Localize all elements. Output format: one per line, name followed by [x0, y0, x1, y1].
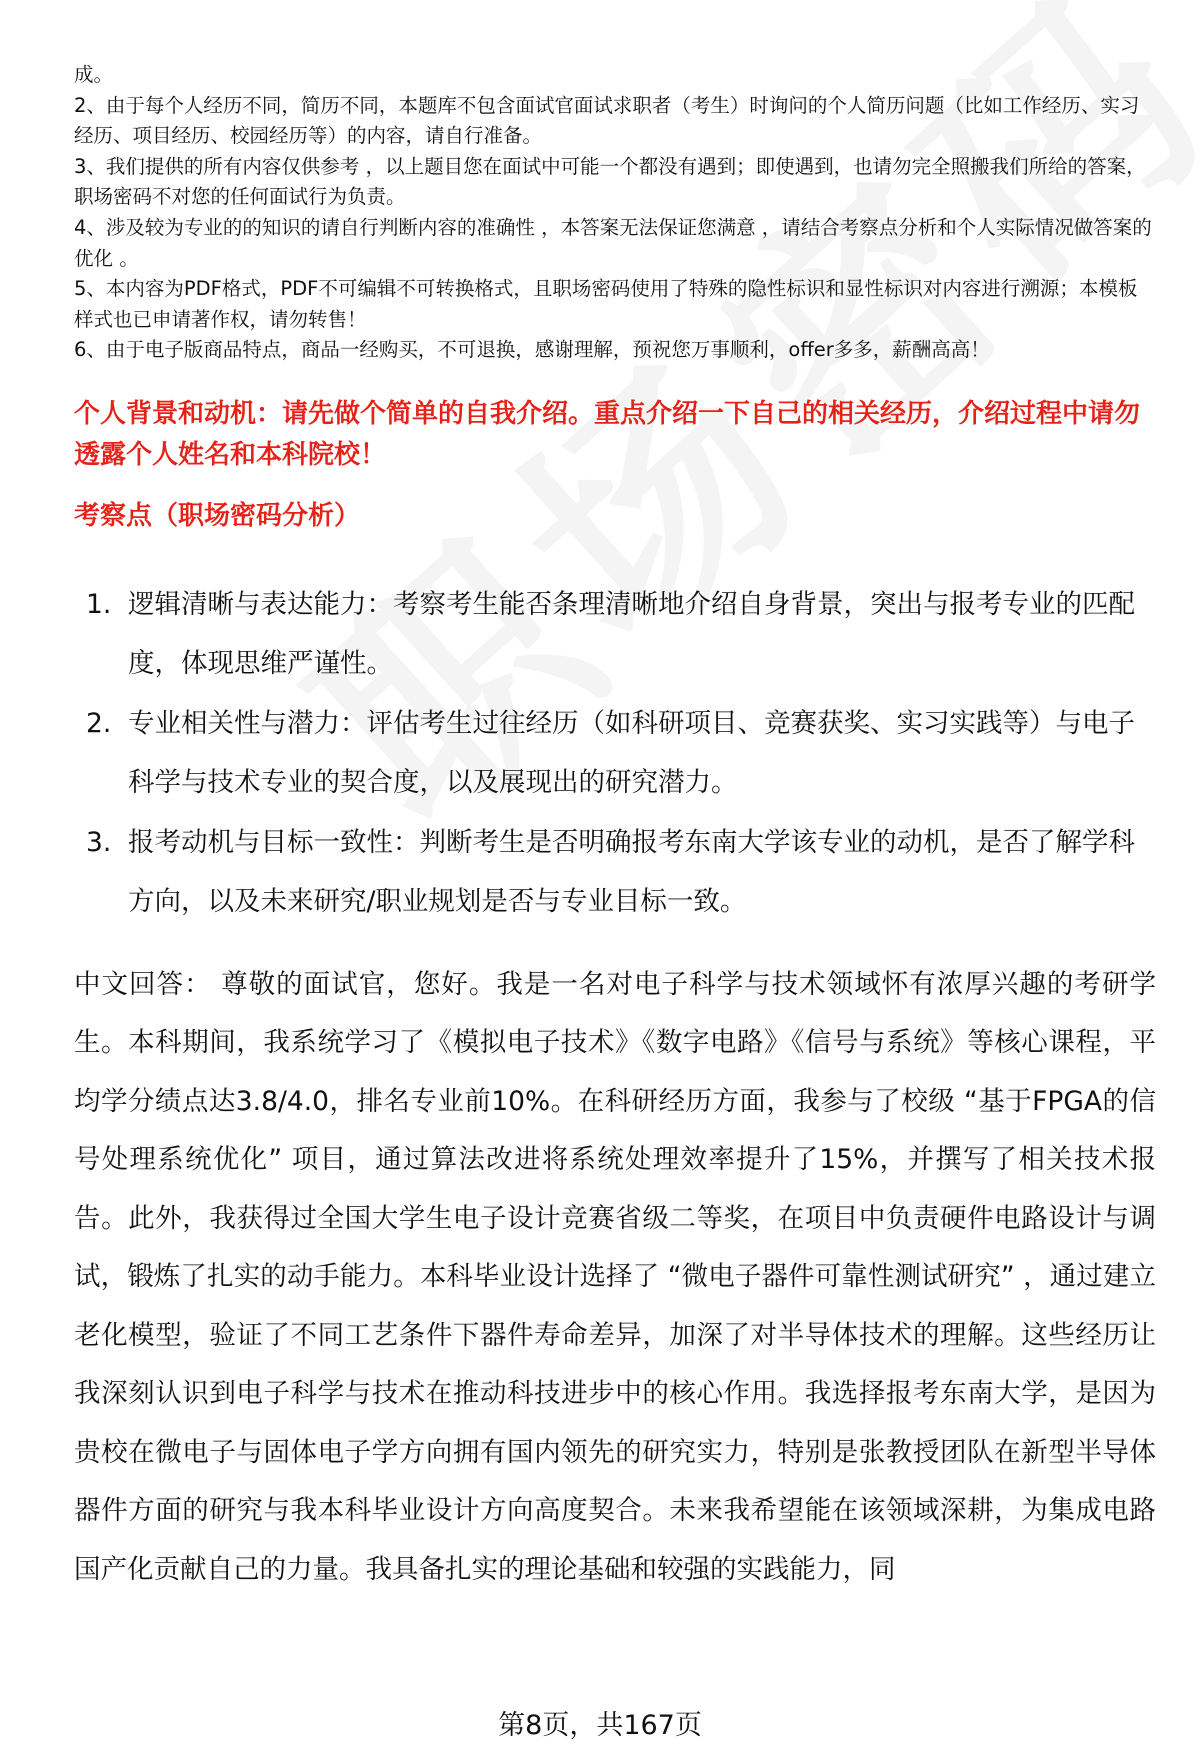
key-points-title: 考察点（职场密码分析）: [74, 500, 361, 531]
note-item: 4、涉及较为专业的的知识的请自行判断内容的准确性 ，本答案无法保证您满意 ，请结合考察点分析和个人实际情况做答案的优化 。: [74, 215, 1152, 270]
answer-paragraph: 中文回答： 尊敬的面试官，您好。我是一名对电子科学与技术领域怀有浓厚兴趣的考研学生。本科期间，我系统学习了《模拟电子技术》《数字电路》《信号与系统》等核心课程，平均学分绩点达3.8/4.0，排名专业前10%。在科研经历方面，我参与了校级 “基于FPGA的信号处理系统优化” 项目，通过算法改进将系统处理效率提升了15%，并撰写了相关技术报告。此外，我获得过全国大学生电子设计竞赛省级二等奖，在项目中负责硬件电路设计与调试，锻炼了扎实的动手能力。本科毕业设计选择了 “微电子器件可靠性测试研究” ，通过建立老化模型，验证了不同工艺条件下器件寿命差异，加深了对半导体技术的理解。这些经历让我深刻认识到电子科学与技术在推动科技进步中的核心作用。我选择报考东南大学，是因为贵校在微电子与固体电子学方向拥有国内领先的研究实力，特别是张教授团队在新型半导体器件方面的研究与我本科毕业设计方向高度契合。未来我希望能在该领域深耕，为集成电路国产化贡献自己的力量。我具备扎实的理论基础和较强的实践能力，同: [74, 968, 1156, 1585]
key-point-text: 报考动机与目标一致性：判断考生是否明确报考东南大学该专业的动机，是否了解学科方向，以及未来研究/职业规划是否与专业目标一致。: [128, 826, 1135, 918]
page-number: 第8页，共167页: [498, 1710, 702, 1741]
note-item: 3、我们提供的所有内容仅供参考 ，以上题目您在面试中可能一个都没有遇到；即使遇到，也请勿完全照搬我们所给的答案，职场密码不对您的任何面试行为负责。: [74, 154, 1146, 209]
document-page: [74, 60, 1156, 1626]
key-point-number: 1.: [86, 588, 112, 620]
note-item: 6、由于电子版商品特点，商品一经购买，不可退换，感谢理解，预祝您万事顺利，offer多多，薪酬高高！: [74, 338, 990, 362]
key-point-text: 专业相关性与潜力：评估考生过往经历（如科研项目、竞赛获奖、实习实践等）与电子科学与技术专业的契合度，以及展现出的研究潜力。: [128, 707, 1135, 799]
notes-list: [74, 60, 1156, 366]
key-point-item: [86, 813, 1156, 932]
note-item: 5、本内容为PDF格式，PDF不可编辑不可转换格式，且职场密码使用了特殊的隐性标识和显性标识对内容进行溯源；本模板样式也已申请著作权，请勿转售！: [74, 277, 1138, 331]
key-point-number: 3.: [86, 826, 112, 858]
question-title: 个人背景和动机：请先做个简单的自我介绍。重点介绍一下自己的相关经历，介绍过程中请勿透露个人姓名和本科院校！: [74, 398, 1141, 470]
note-item: 2、由于每个人经历不同，简历不同，本题库不包含面试官面试求职者（考生）时询问的个人简历问题（比如工作经历、实习经历、项目经历、校园经历等）的内容，请自行准备。: [74, 93, 1140, 148]
key-point-item: [86, 575, 1156, 694]
key-point-text: 逻辑清晰与表达能力：考察考生能否条理清晰地介绍自身背景，突出与报考专业的匹配度，体现思维严谨性。: [128, 588, 1135, 680]
note-item: 成。: [74, 63, 114, 86]
key-point-number: 2.: [86, 707, 112, 739]
key-points-list: [74, 575, 1156, 932]
key-point-item: [86, 694, 1156, 813]
